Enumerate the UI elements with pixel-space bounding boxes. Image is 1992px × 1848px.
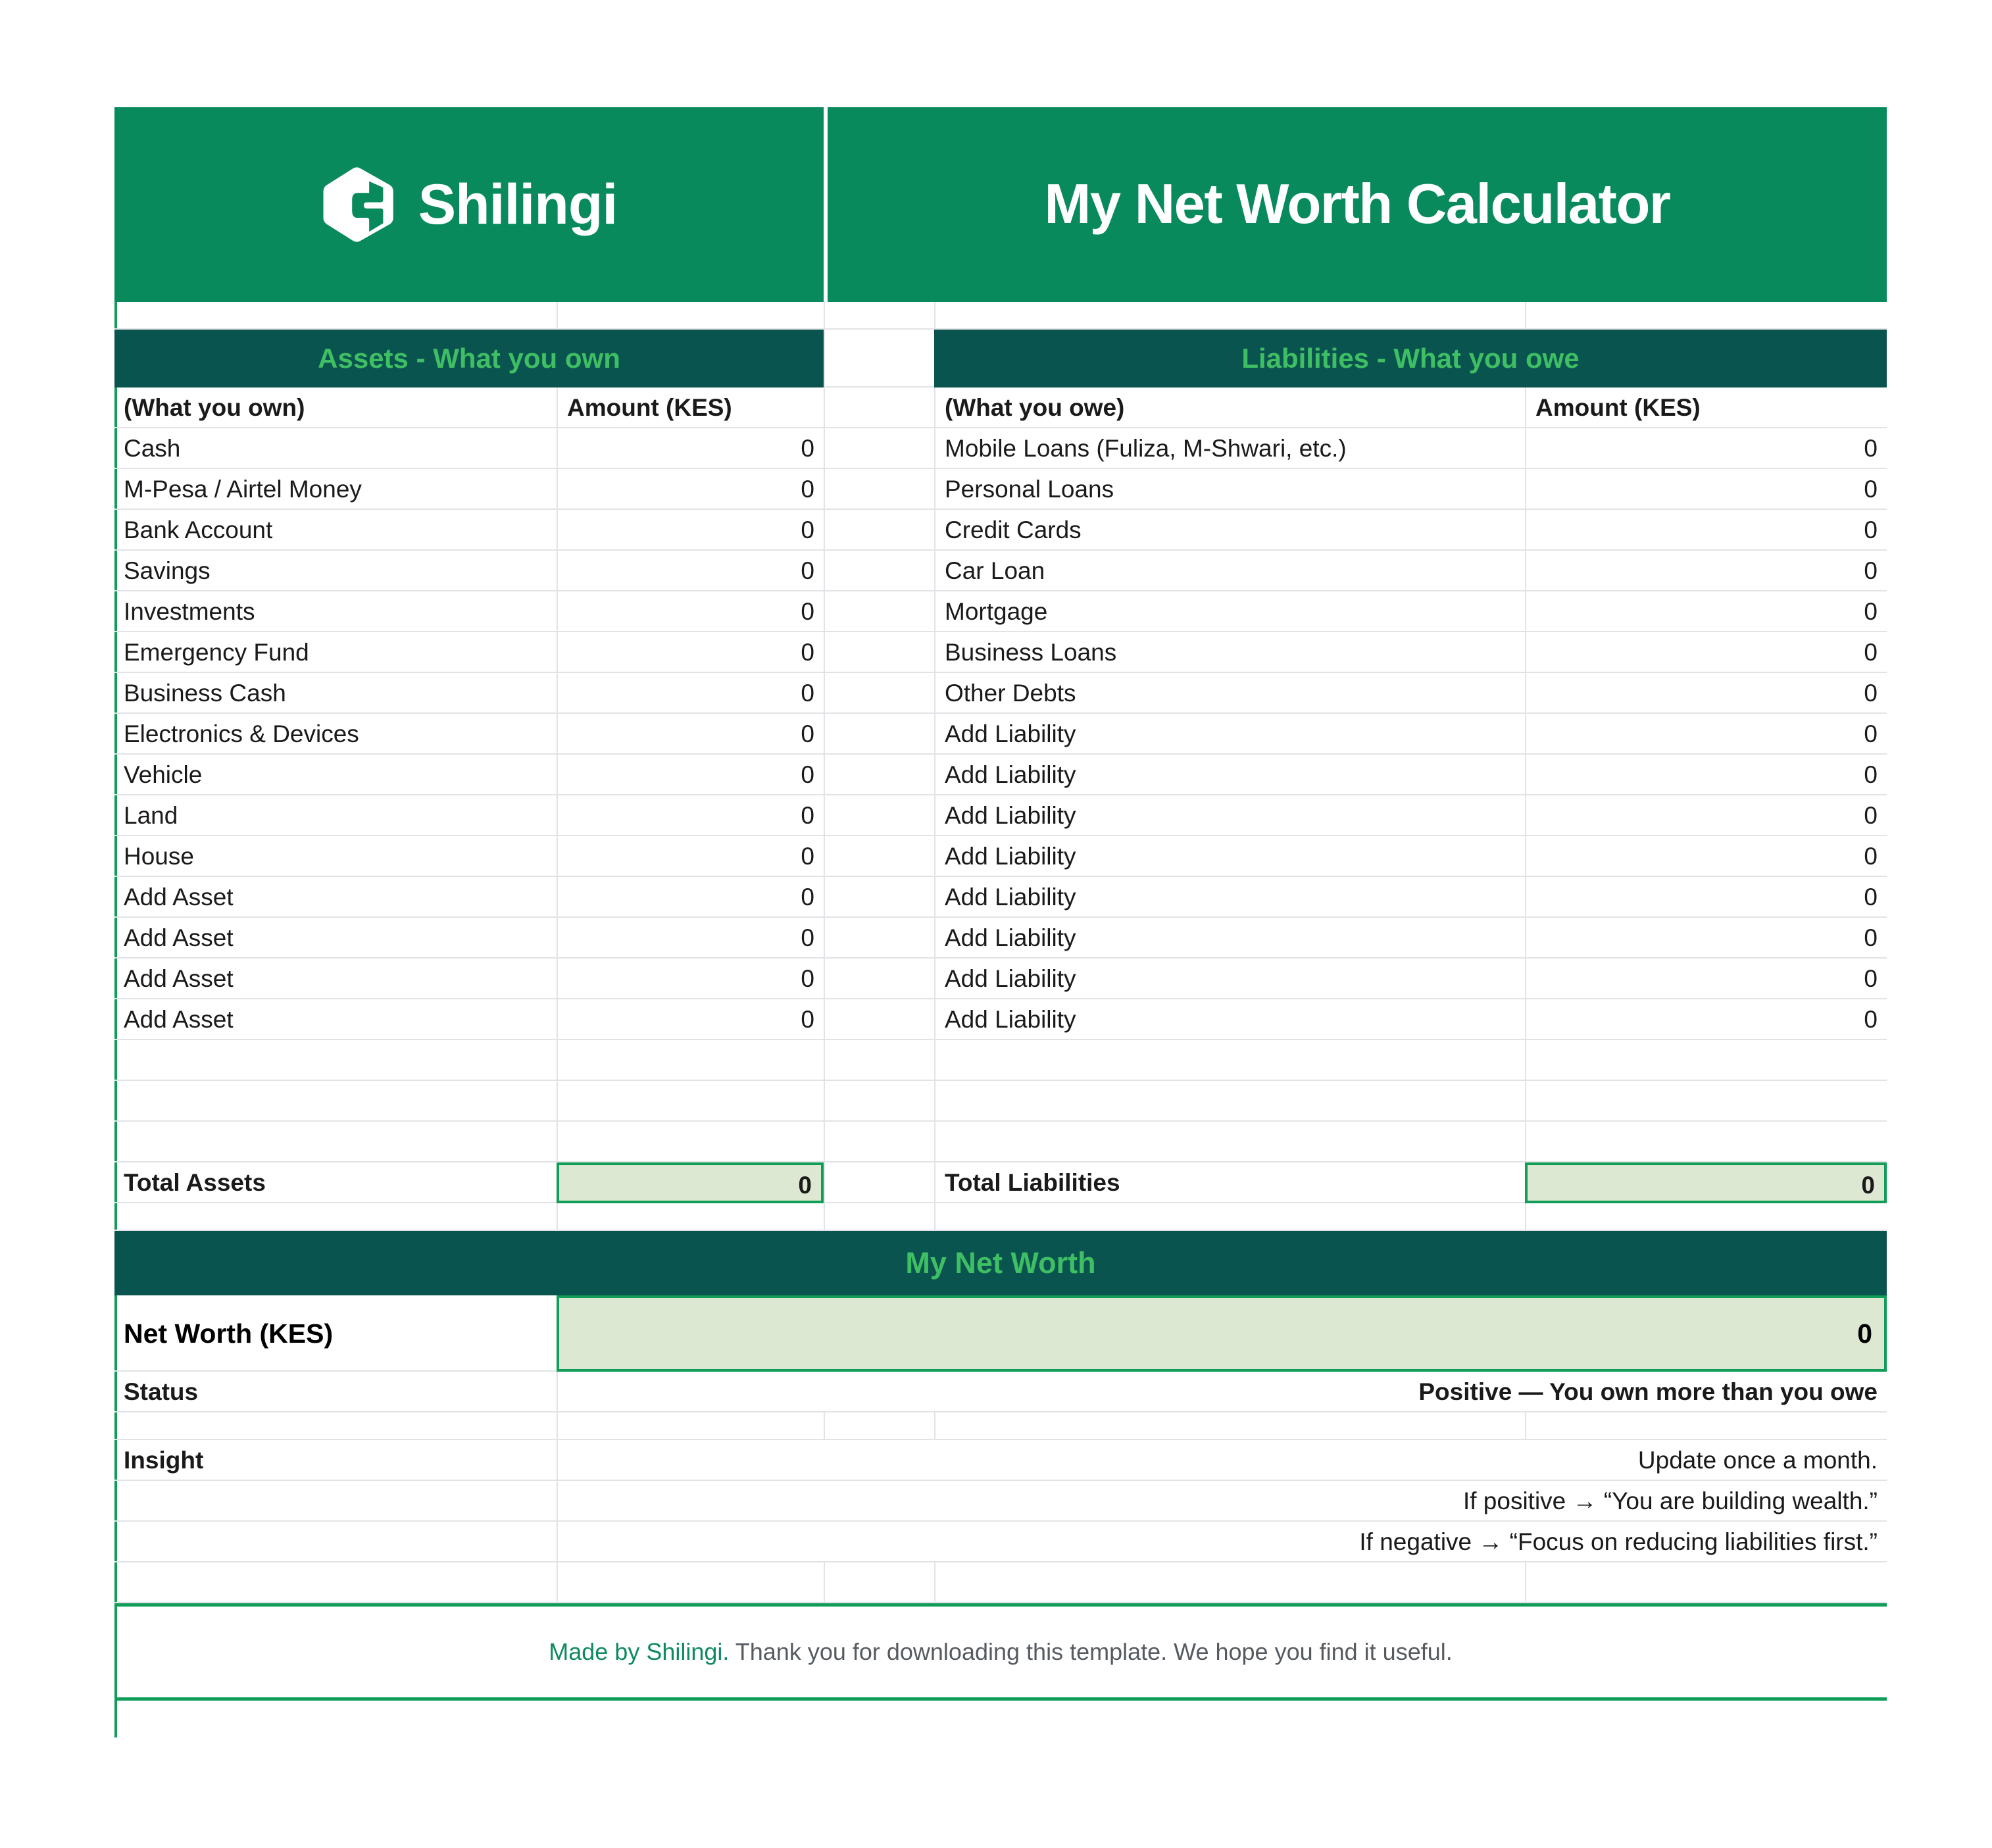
table-row	[114, 918, 1887, 959]
liability-label[interactable]: Mobile Loans (Fuliza, M-Shwari, etc.)	[934, 428, 1525, 469]
liability-label[interactable]: Other Debts	[934, 673, 1525, 714]
liability-amount[interactable]: 0	[1525, 918, 1887, 959]
asset-label[interactable]: Add Asset	[114, 999, 557, 1040]
gap-cell	[824, 632, 934, 673]
section-bands	[114, 330, 1887, 387]
title-block	[828, 107, 1887, 302]
insight-row	[114, 1522, 1887, 1562]
liability-label[interactable]: Credit Cards	[934, 510, 1525, 551]
asset-amount[interactable]: 0	[557, 510, 824, 551]
liability-amount[interactable]: 0	[1525, 877, 1887, 918]
networth-row	[114, 1295, 1887, 1372]
liability-label[interactable]: Add Liability	[934, 999, 1525, 1040]
table-row	[114, 551, 1887, 591]
blank-row	[114, 1040, 1887, 1081]
liability-label[interactable]: Add Liability	[934, 877, 1525, 918]
spacer-strip	[114, 1562, 1887, 1603]
asset-label[interactable]: Savings	[114, 551, 557, 591]
gap-cell	[824, 1122, 934, 1162]
asset-label[interactable]: Emergency Fund	[114, 632, 557, 673]
asset-amount[interactable]: 0	[557, 714, 824, 755]
liability-label[interactable]: Add Liability	[934, 836, 1525, 877]
asset-amount[interactable]: 0	[557, 755, 824, 795]
liability-label[interactable]: Personal Loans	[934, 469, 1525, 510]
total-assets-label: Total Assets	[114, 1162, 557, 1203]
item-rows	[114, 428, 1887, 1040]
asset-amount[interactable]: 0	[557, 999, 824, 1040]
liability-amount[interactable]: 0	[1525, 632, 1887, 673]
asset-amount[interactable]: 0	[557, 836, 824, 877]
liability-amount[interactable]: 0	[1525, 755, 1887, 795]
blank-rows	[114, 1040, 1887, 1162]
table-row	[114, 795, 1887, 836]
asset-label[interactable]: Vehicle	[114, 755, 557, 795]
asset-amount[interactable]: 0	[557, 795, 824, 836]
liability-label[interactable]: Add Liability	[934, 755, 1525, 795]
table-row	[114, 673, 1887, 714]
liability-label[interactable]: Add Liability	[934, 959, 1525, 999]
footer-brand: Made by Shilingi.	[549, 1638, 730, 1665]
asset-amount[interactable]: 0	[557, 959, 824, 999]
asset-label[interactable]: Bank Account	[114, 510, 557, 551]
table-row	[114, 877, 1887, 918]
hexagon-s-logo-icon	[321, 166, 399, 243]
networth-sheet	[114, 107, 1887, 1701]
brand-name: Shilingi	[418, 172, 618, 236]
liability-amount[interactable]: 0	[1525, 428, 1887, 469]
gap-cell	[824, 673, 934, 714]
table-row	[114, 836, 1887, 877]
blank-cell[interactable]	[557, 1081, 824, 1122]
spacer-strip	[114, 1412, 1887, 1440]
totals-row	[114, 1162, 1887, 1203]
footer-bar	[114, 1603, 1887, 1701]
asset-label[interactable]: Electronics & Devices	[114, 714, 557, 755]
insight-label: Insight	[114, 1440, 557, 1481]
liability-amount[interactable]: 0	[1525, 510, 1887, 551]
page-title: My Net Worth Calculator	[1044, 173, 1670, 236]
band-gap	[824, 330, 934, 387]
insight-row	[114, 1481, 1887, 1522]
insight-label	[114, 1522, 557, 1562]
status-value: Positive — You own more than you owe	[557, 1372, 1887, 1412]
asset-label[interactable]: Cash	[114, 428, 557, 469]
asset-label[interactable]: Add Asset	[114, 877, 557, 918]
liability-label[interactable]: Mortgage	[934, 591, 1525, 632]
liability-amount[interactable]: 0	[1525, 959, 1887, 999]
insight-row	[114, 1440, 1887, 1481]
insight-text: If positive → “You are building wealth.”	[557, 1481, 1887, 1522]
liability-label[interactable]: Business Loans	[934, 632, 1525, 673]
assets-band: Assets - What you own	[114, 330, 824, 387]
blank-cell[interactable]	[557, 1122, 824, 1162]
gap-cell	[824, 999, 934, 1040]
networth-band: My Net Worth	[114, 1231, 1887, 1295]
gap-cell	[824, 428, 934, 469]
brand-block	[114, 107, 824, 302]
networth-label: Net Worth (KES)	[114, 1295, 557, 1372]
column-header-row	[114, 387, 1887, 428]
gap-cell	[824, 510, 934, 551]
asset-label[interactable]: Add Asset	[114, 918, 557, 959]
asset-amount[interactable]: 0	[557, 469, 824, 510]
total-assets-value: 0	[557, 1162, 824, 1203]
liability-amount[interactable]: 0	[1525, 551, 1887, 591]
blank-cell[interactable]	[114, 1040, 557, 1081]
asset-amount[interactable]: 0	[557, 632, 824, 673]
gap-cell	[824, 795, 934, 836]
assets-col-amount: Amount (KES)	[557, 387, 824, 428]
blank-cell[interactable]	[1525, 1040, 1887, 1081]
gap-cell	[824, 551, 934, 591]
page-header	[114, 107, 1887, 302]
gap-cell	[824, 836, 934, 877]
gap-cell	[824, 918, 934, 959]
asset-amount[interactable]: 0	[557, 918, 824, 959]
table-row	[114, 469, 1887, 510]
gap-cell	[824, 1162, 934, 1203]
liability-amount[interactable]: 0	[1525, 469, 1887, 510]
liability-label[interactable]: Add Liability	[934, 714, 1525, 755]
spacer-strip	[114, 1203, 1887, 1231]
networth-value: 0	[557, 1295, 1887, 1372]
insight-text: If negative → “Focus on reducing liabilities first.”	[557, 1522, 1887, 1562]
table-row	[114, 591, 1887, 632]
liability-amount[interactable]: 0	[1525, 591, 1887, 632]
gap-cell	[824, 591, 934, 632]
asset-amount[interactable]: 0	[557, 591, 824, 632]
insight-label	[114, 1481, 557, 1522]
blank-cell[interactable]	[934, 1040, 1525, 1081]
blank-cell[interactable]	[934, 1081, 1525, 1122]
table-row	[114, 428, 1887, 469]
blank-cell[interactable]	[934, 1122, 1525, 1162]
liability-amount[interactable]: 0	[1525, 795, 1887, 836]
gap-cell	[824, 469, 934, 510]
insight-text: Update once a month.	[557, 1440, 1887, 1481]
gap-cell	[824, 1081, 934, 1122]
table-row	[114, 755, 1887, 795]
liability-amount[interactable]: 0	[1525, 836, 1887, 877]
insight-rows	[114, 1440, 1887, 1562]
liabilities-col-amount: Amount (KES)	[1525, 387, 1887, 428]
blank-row	[114, 1081, 1887, 1122]
total-liabilities-value: 0	[1525, 1162, 1887, 1203]
total-liabilities-label: Total Liabilities	[934, 1162, 1525, 1203]
asset-amount[interactable]: 0	[557, 428, 824, 469]
blank-cell[interactable]	[1525, 1081, 1887, 1122]
assets-col-label: (What you own)	[114, 387, 557, 428]
asset-amount[interactable]: 0	[557, 877, 824, 918]
footer-text: Thank you for downloading this template. We hope you find it useful.	[729, 1638, 1453, 1665]
blank-cell[interactable]	[114, 1122, 557, 1162]
table-row	[114, 510, 1887, 551]
asset-amount[interactable]: 0	[557, 551, 824, 591]
table-row	[114, 714, 1887, 755]
asset-amount[interactable]: 0	[557, 673, 824, 714]
blank-cell[interactable]	[1525, 1122, 1887, 1162]
status-label: Status	[114, 1372, 557, 1412]
blank-cell[interactable]	[114, 1081, 557, 1122]
asset-label[interactable]: M-Pesa / Airtel Money	[114, 469, 557, 510]
table-row	[114, 632, 1887, 673]
asset-label[interactable]: Investments	[114, 591, 557, 632]
gap-cell	[824, 959, 934, 999]
asset-label[interactable]: Add Asset	[114, 959, 557, 999]
liability-amount[interactable]: 0	[1525, 999, 1887, 1040]
asset-label[interactable]: Land	[114, 795, 557, 836]
liability-label[interactable]: Car Loan	[934, 551, 1525, 591]
gap-cell	[824, 714, 934, 755]
asset-label[interactable]: Business Cash	[114, 673, 557, 714]
liability-label[interactable]: Add Liability	[934, 918, 1525, 959]
table-row	[114, 959, 1887, 999]
liabilities-col-label: (What you owe)	[934, 387, 1525, 428]
liability-amount[interactable]: 0	[1525, 673, 1887, 714]
liability-amount[interactable]: 0	[1525, 714, 1887, 755]
table-row	[114, 999, 1887, 1040]
gap-cell	[824, 387, 934, 428]
spacer-strip	[114, 302, 1887, 330]
status-row	[114, 1372, 1887, 1412]
gap-cell	[824, 877, 934, 918]
liabilities-band: Liabilities - What you owe	[934, 330, 1887, 387]
gap-cell	[824, 755, 934, 795]
blank-cell[interactable]	[557, 1040, 824, 1081]
gap-cell	[824, 1040, 934, 1081]
blank-row	[114, 1122, 1887, 1162]
liability-label[interactable]: Add Liability	[934, 795, 1525, 836]
asset-label[interactable]: House	[114, 836, 557, 877]
